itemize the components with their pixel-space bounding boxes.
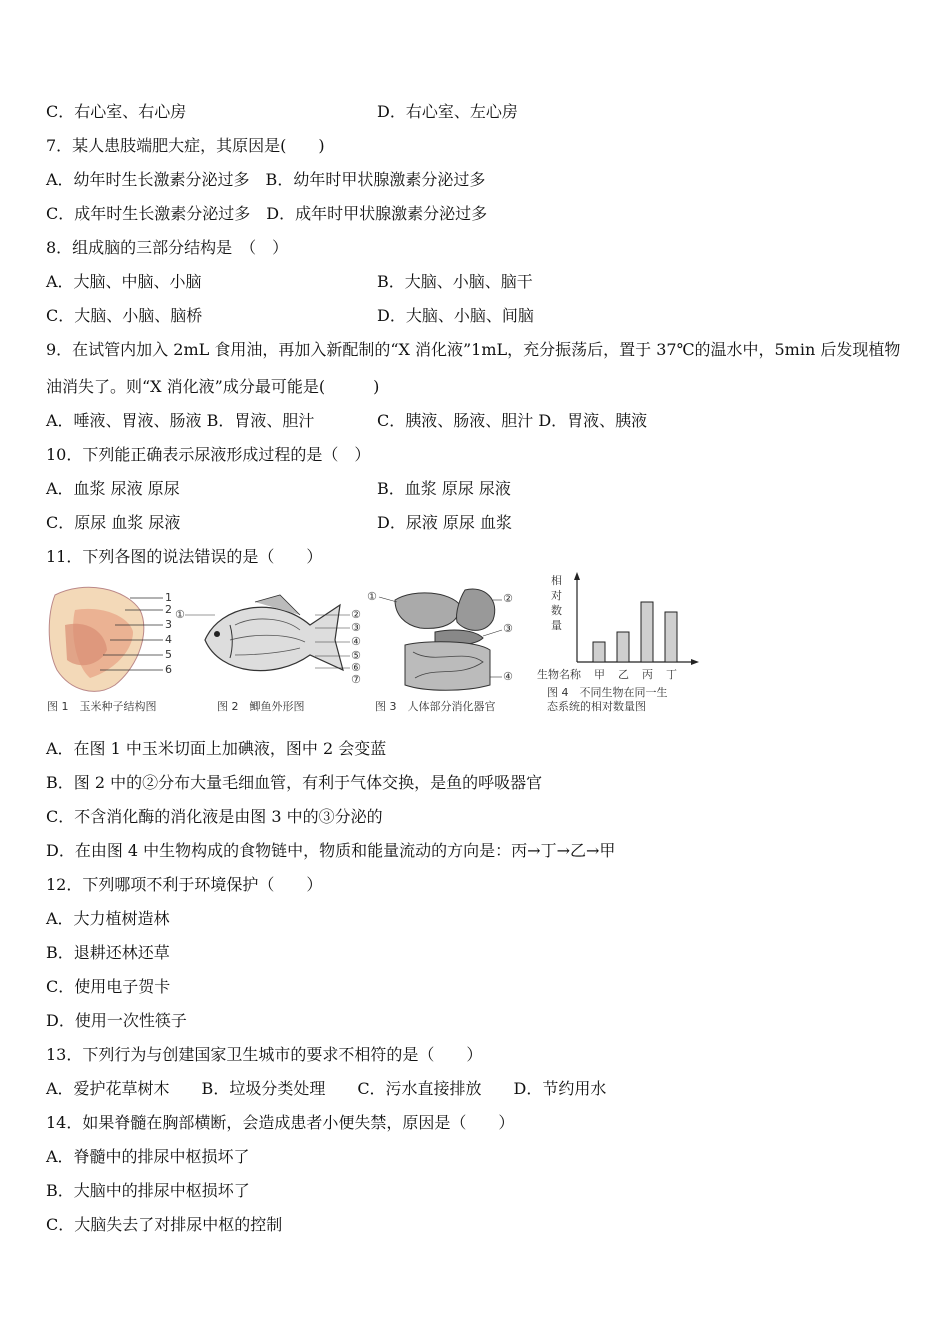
- category-label-丁: 丁: [666, 668, 677, 681]
- q10-option-a: A．血浆 尿液 原尿: [46, 479, 180, 498]
- fig2-label-6: ⑥: [351, 661, 361, 674]
- q11-figures: [45, 570, 705, 720]
- chart-ylabel-char-4: 量: [551, 619, 562, 632]
- q9-stem-line1: 9．在试管内加入 2mL 食用油，再加入新配制的“X 消化液”1mL，充分振荡后，置于 37℃的温水中，5min 后发现植物: [46, 340, 901, 359]
- fig4-caption-line2: 态系统的相对数量图: [547, 700, 646, 713]
- q12-option-b: B．退耕还林还草: [46, 943, 170, 962]
- q8-option-a: A．大脑、中脑、小脑: [46, 272, 202, 291]
- q9-options-ab: A．唾液、胃液、肠液 B．胃液、胆汁: [46, 411, 315, 430]
- fig3-label-1: ①: [367, 590, 377, 603]
- q10-option-d: D．尿液 原尿 血浆: [377, 513, 513, 532]
- q10-stem: 10．下列能正确表示尿液形成过程的是（ ）: [46, 445, 371, 464]
- q8-stem: 8．组成脑的三部分结构是 （ ）: [46, 238, 289, 257]
- q14-option-a: A．脊髓中的排尿中枢损坏了: [46, 1147, 250, 1166]
- category-label-乙: 乙: [618, 668, 629, 681]
- q7-options-row2: C．成年时生长激素分泌过多 D．成年时甲状腺激素分泌过多: [46, 204, 488, 223]
- fig2-label-4: ④: [351, 635, 361, 648]
- q9-stem-line2: 油消失了。则“X 消化液”成分最可能是( ): [46, 377, 380, 396]
- fig2-label-1: ①: [175, 608, 185, 621]
- q12-stem: 12．下列哪项不利于环境保护（ ）: [46, 875, 323, 894]
- q8-option-d: D．大脑、小脑、间脑: [377, 306, 534, 325]
- q9-options-cd: C．胰液、肠液、胆汁 D．胃液、胰液: [377, 411, 648, 430]
- chart-ylabel-char-3: 数: [551, 604, 562, 617]
- q8-option-c: C．大脑、小脑、脑桥: [46, 306, 203, 325]
- fig3-label-2: ②: [503, 592, 513, 605]
- bar-丙: [641, 602, 653, 662]
- bar-甲: [593, 642, 605, 662]
- chart-ylabel-char-1: 相: [551, 574, 562, 587]
- q10-option-c: C．原尿 血浆 尿液: [46, 513, 181, 532]
- fig2-label-5: ⑤: [351, 649, 361, 662]
- fig1-label-4: 4: [165, 633, 172, 646]
- q7-stem: 7．某人患肢端肥大症，其原因是( ): [46, 136, 325, 155]
- q11-stem: 11．下列各图的说法错误的是（ ）: [46, 547, 323, 566]
- q13-stem: 13．下列行为与创建国家卫生城市的要求不相符的是（ ）: [46, 1045, 483, 1064]
- fig4-caption-line1: 图 4 不同生物在同一生: [547, 686, 668, 699]
- relative-quantity-chart: [537, 570, 705, 718]
- q14-option-c: C．大脑失去了对排尿中枢的控制: [46, 1215, 283, 1234]
- fig1-label-2: 2: [165, 603, 172, 616]
- q6-option-d: D．右心室、左心房: [377, 102, 518, 121]
- bar-乙: [617, 632, 629, 662]
- chart-y-arrow: [574, 572, 580, 580]
- q12-option-c: C．使用电子贺卡: [46, 977, 171, 996]
- q11-option-d: D．在由图 4 中生物构成的食物链中，物质和能量流动的方向是：丙→丁→乙→甲: [46, 841, 616, 860]
- fig1-label-3: 3: [165, 618, 172, 631]
- q12-option-a: A．大力植树造林: [46, 909, 170, 928]
- fig2-label-7: ⑦: [351, 673, 361, 686]
- fig1-caption: 图 1 玉米种子结构图: [47, 700, 157, 713]
- q8-option-b: B．大脑、小脑、脑干: [377, 272, 533, 291]
- fig1-label-5: 5: [165, 648, 172, 661]
- fig3-caption: 图 3 人体部分消化器官: [375, 700, 496, 713]
- q14-stem: 14．如果脊髓在胸部横断，会造成患者小便失禁，原因是（ ）: [46, 1113, 515, 1132]
- q10-option-b: B．血浆 原尿 尿液: [377, 479, 511, 498]
- fig2-label-2: ②: [351, 608, 361, 621]
- fish-figure: [175, 570, 365, 715]
- fig3-label-4: ④: [503, 670, 513, 683]
- chart-ylabel-char-2: 对: [551, 589, 562, 602]
- q13-options: A．爱护花草树木 B．垃圾分类处理 C．污水直接排放 D．节约用水: [46, 1079, 607, 1098]
- fig1-label-6: 6: [165, 663, 172, 676]
- fig2-caption: 图 2 鲫鱼外形图: [217, 700, 305, 713]
- chart-xlabel: 生物名称: [537, 668, 581, 681]
- q11-option-c: C．不含消化酶的消化液是由图 3 中的③分泌的: [46, 807, 383, 826]
- fig2-label-3: ③: [351, 621, 361, 634]
- q11-option-b: B．图 2 中的②分布大量毛细血管，有利于气体交换，是鱼的呼吸器官: [46, 773, 543, 792]
- q14-option-b: B．大脑中的排尿中枢损坏了: [46, 1181, 250, 1200]
- fig1-label-1: 1: [165, 591, 172, 604]
- fig3-label-3: ③: [503, 622, 513, 635]
- category-label-甲: 甲: [594, 668, 605, 681]
- corn-seed-figure: [45, 570, 175, 715]
- category-label-丙: 丙: [642, 668, 653, 681]
- q12-option-d: D．使用一次性筷子: [46, 1011, 187, 1030]
- q7-options-row1: A．幼年时生长激素分泌过多 B．幼年时甲状腺激素分泌过多: [46, 170, 486, 189]
- chart-x-arrow: [691, 659, 699, 665]
- q6-option-c: C．右心室、右心房: [46, 102, 187, 121]
- q11-option-a: A．在图 1 中玉米切面上加碘液，图中 2 会变蓝: [46, 739, 387, 758]
- digestive-figure: [365, 570, 525, 715]
- bar-丁: [665, 612, 677, 662]
